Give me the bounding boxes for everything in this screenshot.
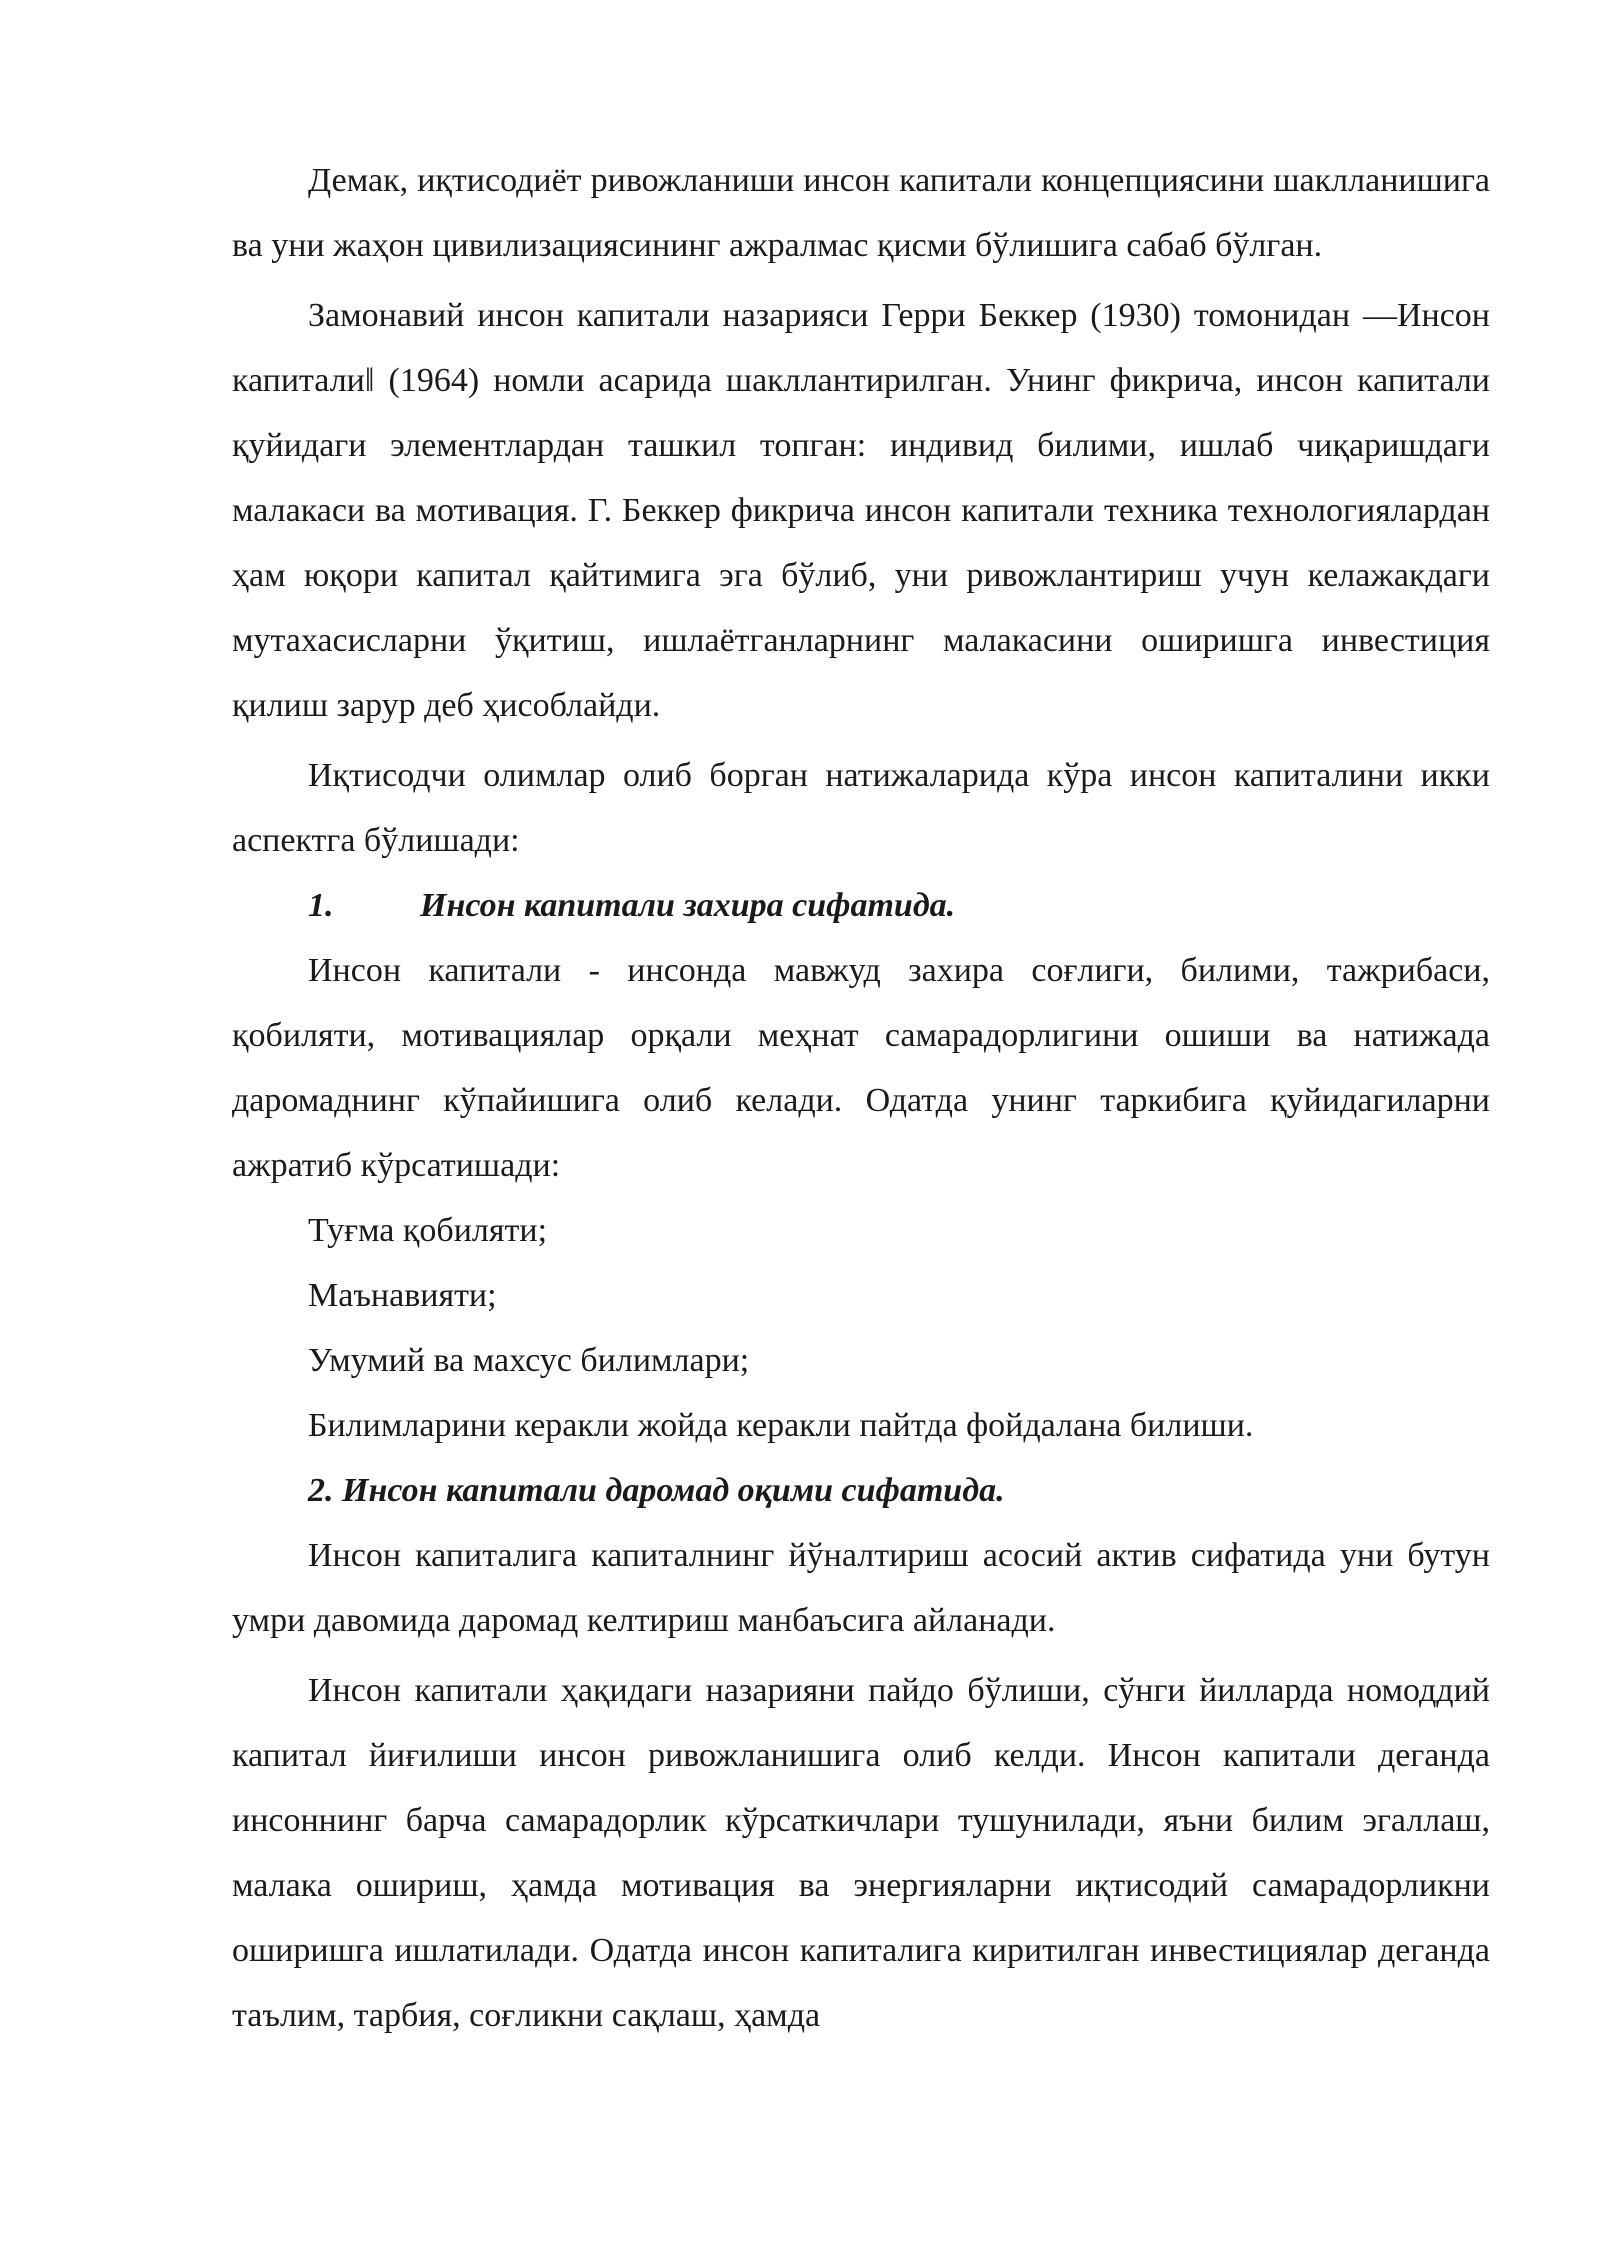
list-item: Умумий ва махсус билимлари;: [308, 1342, 750, 1379]
paragraph-5: Инсон капиталига капиталнинг йўналтириш асосий актив сифатида уни бутун умри давомида даромад келтириш манбаъсига айланади.: [232, 1537, 1490, 1639]
list-item: Туғма қобиляти;: [308, 1212, 548, 1249]
section-heading-1-number: 1.: [308, 887, 334, 924]
paragraph-6: Инсон капитали ҳақидаги назарияни пайдо бўлиши, сўнги йилларда номоддий капитал йиғилиши инсон ривожланишига олиб келди. Инсон капитали деганда инсоннинг барча самарадорлик кўрсаткичлари тушунилади, яъни билим эгаллаш, малака ошириш, ҳамда мотивация ва энергияларни иқтисодий самарадорликни оширишга ишлатилади. Одатда инсон капиталига киритилган инвестициялар деганда таълим, тарбия, соғликни сақлаш, ҳамда: [232, 1672, 1490, 2034]
paragraph-4: Инсон капитали - инсонда мавжуд захира соғлиги, билими, тажрибаси, қобиляти, мотивациялар орқали меҳнат самарадорлигини ошиши ва натижада даромаднинг кўпайишига олиб келади. Одатда унинг таркибига қуйидагиларни ажратиб кўрсатишади:: [232, 952, 1490, 1184]
section-heading-1: [232, 873, 1490, 938]
list-item: Билимларини керакли жойда керакли пайтда фойдалана билиши.: [308, 1407, 1254, 1444]
section-heading-1-text: Инсон капитали захира сифатида.: [420, 887, 956, 924]
paragraph-2: Замонавий инсон капитали назарияси Герри Беккер (1930) томонидан ―Инсон капитали‖ (1964) номли асарида шакллантирилган. Унинг фикрича, инсон капитали қуйидаги элементлардан ташкил топган: индивид билими, ишлаб чиқаришдаги малакаси ва мотивация. Г. Беккер фикрича инсон капитали техника технологиялардан ҳам юқори капитал қайтимига эга бўлиб, уни ривожлантириш учун келажакдаги мутахасисларни ўқитиш, ишлаётганларнинг малакасини оширишга инвестиция қилиш зарур деб ҳисоблайди.: [232, 297, 1490, 724]
document-body: [232, 148, 1490, 2048]
section-heading-2: 2. Инсон капитали даромад оқими сифатида.: [308, 1472, 1005, 1509]
list-item: Маънавияти;: [308, 1277, 497, 1314]
paragraph-1: Демак, иқтисодиёт ривожланиши инсон капитали концепциясини шаклланишига ва уни жаҳон цивилизациясининг ажралмас қисми бўлишига сабаб бўлган.: [232, 162, 1490, 264]
paragraph-3: Иқтисодчи олимлар олиб борган натижаларида кўра инсон капиталини икки аспектга бўлишади:: [232, 757, 1490, 859]
